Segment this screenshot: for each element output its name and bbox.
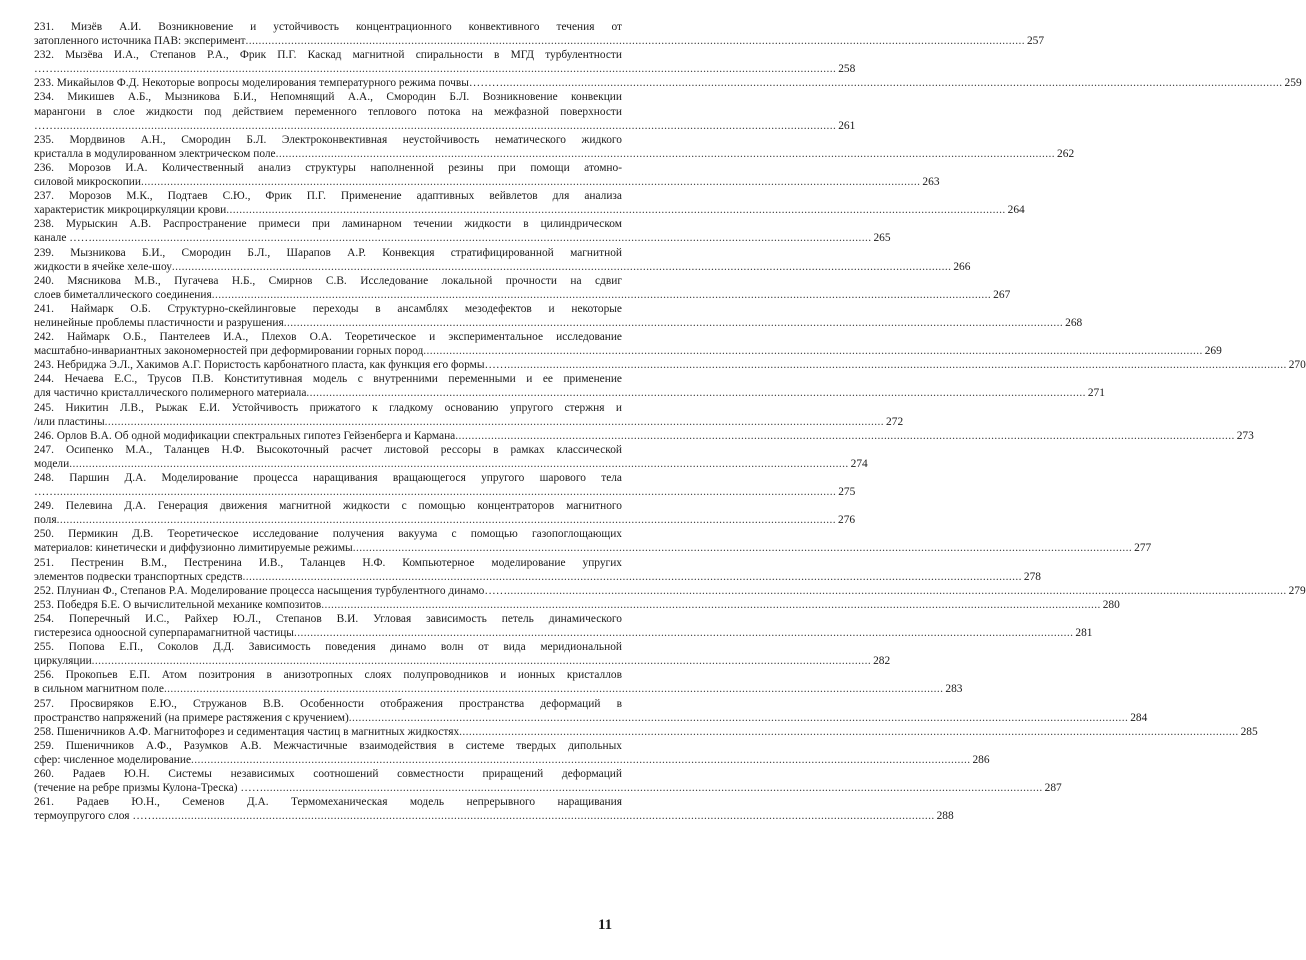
- entry-title-line: 240. Мясникова М.В., Пугачева Н.Б., Смирнов С.В. Исследование локальной прочности на сдвиг: [34, 274, 622, 287]
- entry-title-tail: масштабно-инвариантных закономерностей при деформировании горных пород: [34, 345, 424, 358]
- dot-leader: [349, 711, 1128, 725]
- entry-page-number: 274: [850, 457, 868, 470]
- entry-title-tail: материалов: кинетически и диффузионно лимитируемые режимы: [34, 542, 353, 555]
- entry-page-number: 284: [1130, 711, 1148, 724]
- entry-page-number: 288: [936, 810, 954, 823]
- dot-leader: [242, 570, 1021, 584]
- entry-page-number: 285: [1240, 725, 1258, 738]
- entry-title-tail: 243. Небриджа Э.Л., Хакимов А.Г. Пористость карбонатного пласта, как функция его формы……: [34, 359, 508, 372]
- entry-title-tail: модели: [34, 457, 70, 470]
- entry-title-tail: 252. Плуниан Ф., Степанов Р.А. Моделирование процесса насыщения турбулентного динамо……: [34, 584, 508, 597]
- dot-leader: [246, 34, 1025, 48]
- dot-leader: [276, 147, 1055, 161]
- entry-page-number: 264: [1007, 204, 1025, 217]
- toc-entry: [34, 246, 971, 274]
- dot-leader: [57, 119, 836, 133]
- entry-title-line: 256. Прокопьев Е.П. Атом позитрония в анизотропных слоях полупроводников и ионных кристаллов: [34, 669, 622, 682]
- toc-entry: [34, 725, 1258, 739]
- entry-title-line: 235. Мордвинов А.Н., Смородин Б.Л. Электроконвективная неустойчивость нематического жидкого: [34, 133, 622, 146]
- entry-page-number: 282: [873, 655, 891, 668]
- toc-entry: [34, 697, 1148, 725]
- toc-entry: [34, 358, 1306, 372]
- entry-page-number: 261: [838, 119, 856, 132]
- entry-page-number: 263: [922, 176, 940, 189]
- entry-title-tail: термоупругого слоя ……: [34, 810, 156, 823]
- entry-page-number: 269: [1204, 345, 1222, 358]
- entry-title-line: 236. Морозов И.А. Количественный анализ структуры наполненной резины при помощи атомно-: [34, 161, 622, 174]
- entry-title-tail: затопленного источника ПАВ: эксперимент: [34, 35, 246, 48]
- dot-leader: [155, 809, 934, 823]
- dot-leader: [306, 386, 1085, 400]
- entry-page-number: 278: [1023, 570, 1041, 583]
- entry-page-number: 259: [1284, 77, 1302, 90]
- entry-title-line: 249. Пелевина Д.А. Генерация движения магнитной жидкости с помощью концентраторов магнитного: [34, 500, 622, 513]
- entry-title-tail: силовой микроскопии: [34, 176, 141, 189]
- dot-leader: [226, 203, 1005, 217]
- dot-leader: [57, 485, 836, 499]
- entry-page-number: 276: [838, 514, 856, 527]
- entry-title-tail: ……: [34, 486, 57, 499]
- entry-title-line: 254. Поперечный И.С., Райхер Ю.Л., Степанов В.И. Угловая зависимость петель динамического: [34, 612, 622, 625]
- dot-leader: [507, 584, 1286, 598]
- toc-entry: [34, 76, 1302, 90]
- dot-leader: [141, 175, 920, 189]
- entry-title-line: 234. Микишев А.Б., Мызникова Б.И., Непомнящий А.А., Смородин Б.Л. Возникновение конвекции: [34, 91, 622, 104]
- entry-title-tail: элементов подвески транспортных средств: [34, 570, 243, 583]
- toc-entry: [34, 330, 1222, 358]
- entry-page-number: 279: [1288, 584, 1306, 597]
- toc-entry: [34, 217, 891, 245]
- toc-entry: [34, 274, 1011, 302]
- entry-page-number: 262: [1057, 147, 1075, 160]
- toc-entry: [34, 443, 868, 471]
- entry-title-line: 239. Мызникова Б.И., Смородин Б.Л., Шарапов А.Р. Конвекция стратифицированной магнитной: [34, 246, 622, 259]
- entry-page-number: 287: [1044, 782, 1062, 795]
- dot-leader: [507, 358, 1286, 372]
- entry-title-line: 257. Просвиряков Е.Ю., Стружанов В.В. Особенности отображения пространства деформаций в: [34, 697, 622, 710]
- entry-page-number: 283: [945, 683, 963, 696]
- toc-entry: [34, 471, 856, 499]
- entry-title-line: 245. Никитин Л.В., Рыжак Е.И. Устойчивость прижатого к гладкому основанию упругого стержня и: [34, 401, 622, 414]
- toc-entry: [34, 739, 990, 767]
- entry-title-tail: 253. Победря Б.Е. О вычислительной механике композитов: [34, 598, 322, 611]
- dot-leader: [423, 344, 1202, 358]
- dot-leader: [164, 682, 943, 696]
- toc-entry: [34, 401, 904, 429]
- entry-page-number: 265: [873, 232, 891, 245]
- dot-leader: [459, 725, 1238, 739]
- entry-title-tail: нелинейные проблемы пластичности и разрушения: [34, 316, 284, 329]
- toc-entry: [34, 302, 1083, 330]
- dot-leader: [212, 288, 991, 302]
- entry-title-line: 261. Радаев Ю.Н., Семенов Д.А. Термомеханическая модель непрерывного наращивания: [34, 796, 622, 809]
- entry-page-number: 271: [1087, 387, 1105, 400]
- dot-leader: [353, 541, 1132, 555]
- entry-title-line: 255. Попова Е.П., Соколов Д.Д. Зависимость поведения динамо волн от вида меридиональной: [34, 641, 622, 654]
- entry-title-tail: канале ……: [34, 232, 93, 245]
- entry-title-tail: циркуляции: [34, 655, 92, 668]
- entry-title-tail: характеристик микроциркуляции крови: [34, 204, 227, 217]
- entry-page-number: 281: [1075, 627, 1093, 640]
- entry-page-number: 257: [1026, 35, 1045, 48]
- entry-title-tail: в сильном магнитном поле: [34, 683, 164, 696]
- dot-leader: [69, 457, 848, 471]
- entry-title-tail: пространство напряжений (на примере растяжения с кручением): [34, 711, 349, 724]
- entry-page-number: 273: [1236, 429, 1254, 442]
- toc-entry: [34, 499, 856, 527]
- entry-title-line: 244. Нечаева Е.С., Трусов П.В. Конститутивная модель с внутренними переменными и ее применение: [34, 373, 622, 386]
- entry-page-number: 286: [972, 753, 990, 766]
- dot-leader: [503, 76, 1282, 90]
- dot-leader: [321, 598, 1100, 612]
- entry-title-line: 232. Мызёва И.А., Степанов Р.А., Фрик П.Г. Каскад магнитной спиральности в МГД турбулентности: [34, 49, 622, 62]
- entry-page-number: 270: [1288, 359, 1306, 372]
- toc-entry: [34, 612, 1093, 640]
- entry-title-line: 259. Пшеничников А.Ф., Разумков А.В. Межчастичные взаимодействия в системе твердых дипольных: [34, 739, 622, 752]
- toc-entry: [34, 767, 1062, 795]
- entry-page-number: 272: [886, 415, 904, 428]
- entry-title-tail: ……: [34, 63, 57, 76]
- toc-entry: [34, 527, 1152, 555]
- entry-title-tail: сфер: численное моделирование: [34, 753, 192, 766]
- dot-leader: [172, 260, 951, 274]
- entry-page-number: 267: [993, 288, 1011, 301]
- entry-title-tail: поля: [34, 514, 57, 527]
- toc-entry: [34, 372, 1105, 400]
- page-number: 11: [598, 917, 613, 933]
- entry-title-tail: жидкости в ячейке хеле-шоу: [34, 260, 172, 273]
- toc-entry: [34, 598, 1120, 612]
- dot-leader: [191, 753, 970, 767]
- dot-leader: [92, 231, 871, 245]
- toc-entry: [34, 584, 1306, 598]
- entry-title-tail: (течение на ребре призмы Кулона-Треска) ……: [34, 782, 264, 795]
- entry-title-line: 242. Наймарк О.Б., Пантелеев И.А., Плехов О.А. Теоретическое и экспериментальное исследование: [34, 331, 622, 344]
- dot-leader: [455, 429, 1234, 443]
- toc-entry: [34, 640, 891, 668]
- entry-title-line: 260. Радаев Ю.Н. Системы независимых соотношений совместности приращений деформаций: [34, 767, 622, 780]
- toc-entry: [34, 668, 963, 696]
- dot-leader: [284, 316, 1063, 330]
- entry-title-tail: кристалла в модулированном электрическом поле: [34, 147, 276, 160]
- entry-title-line: 251. Пестренин В.М., Пестренина И.В., Таланцев Н.Ф. Компьютерное моделирование упругих: [34, 556, 622, 569]
- entry-title-line: 237. Морозов М.К., Подтаев С.Ю., Фрик П.Г. Применение адаптивных вейвлетов для анализа: [34, 190, 622, 203]
- toc-entry: [34, 429, 1254, 443]
- entry-title-tail: ……: [34, 119, 57, 132]
- entry-title-tail: 233. Микайылов Ф.Д. Некоторые вопросы моделирования температурного режима почвы………: [34, 77, 504, 90]
- entry-title-line: 250. Пермикин Д.В. Теоретическое исследование получения вакуума с помощью газопоглощающих: [34, 528, 622, 541]
- entry-title-tail: 258. Пшеничников А.Ф. Магнитофорез и седиментация частиц в магнитных жидкостях: [34, 725, 460, 738]
- dot-leader: [105, 415, 884, 429]
- entry-title-line: 241. Наймарк О.Б. Структурно-скейлинговые переходы в ансамблях мезодефектов и некоторые: [34, 302, 622, 315]
- entry-page-number: 280: [1102, 598, 1120, 611]
- entry-title-line: марангони в слое жидкости под действием переменного теплового потока на межфазной поверхности: [34, 105, 622, 118]
- entry-page-number: 277: [1134, 542, 1152, 555]
- entry-page-number: 266: [953, 260, 971, 273]
- dot-leader: [92, 654, 871, 668]
- entry-title-line: 248. Паршин Д.А. Моделирование процесса наращивания вращающегося упругого шарового тела: [34, 472, 622, 484]
- dot-leader: [263, 781, 1042, 795]
- entry-title-line: 238. Мурыскин А.В. Распространение примеси при ламинарном течении жидкости в цилиндрическом: [34, 218, 622, 231]
- toc-entry: [34, 48, 856, 76]
- entry-title-line: 247. Осипенко М.А., Таланцев Н.Ф. Высокоточный расчет листовой рессоры в рамках классической: [34, 443, 622, 456]
- entry-title-tail: 246. Орлов В.А. Об одной модификации спектральных гипотез Гейзенберга и Кармана: [34, 429, 456, 442]
- entry-title-line: 231. Мизёв А.И. Возникновение и устойчивость концентрационного конвективного течения от: [34, 21, 622, 33]
- entry-title-tail: для частично кристаллического полимерного материала: [34, 387, 307, 400]
- dot-leader: [57, 62, 836, 76]
- entry-title-tail: /или пластины: [34, 415, 105, 428]
- toc-entry: [34, 90, 856, 132]
- table-of-contents: [34, 20, 1306, 823]
- entry-page-number: 268: [1065, 316, 1083, 329]
- entry-page-number: 258: [838, 63, 856, 76]
- toc-entry: [34, 189, 1025, 217]
- dot-leader: [294, 626, 1073, 640]
- dot-leader: [57, 513, 836, 527]
- entry-title-tail: слоев биметаллического соединения: [34, 288, 212, 301]
- entry-title-tail: гистерезиса однoосной суперпарамагнитной частицы: [34, 627, 294, 640]
- toc-entry: [34, 556, 1041, 584]
- toc-entry: [34, 795, 954, 823]
- toc-entry: [34, 161, 940, 189]
- toc-entry: [34, 133, 1075, 161]
- entry-page-number: 275: [838, 486, 856, 499]
- toc-entry: [34, 20, 1045, 48]
